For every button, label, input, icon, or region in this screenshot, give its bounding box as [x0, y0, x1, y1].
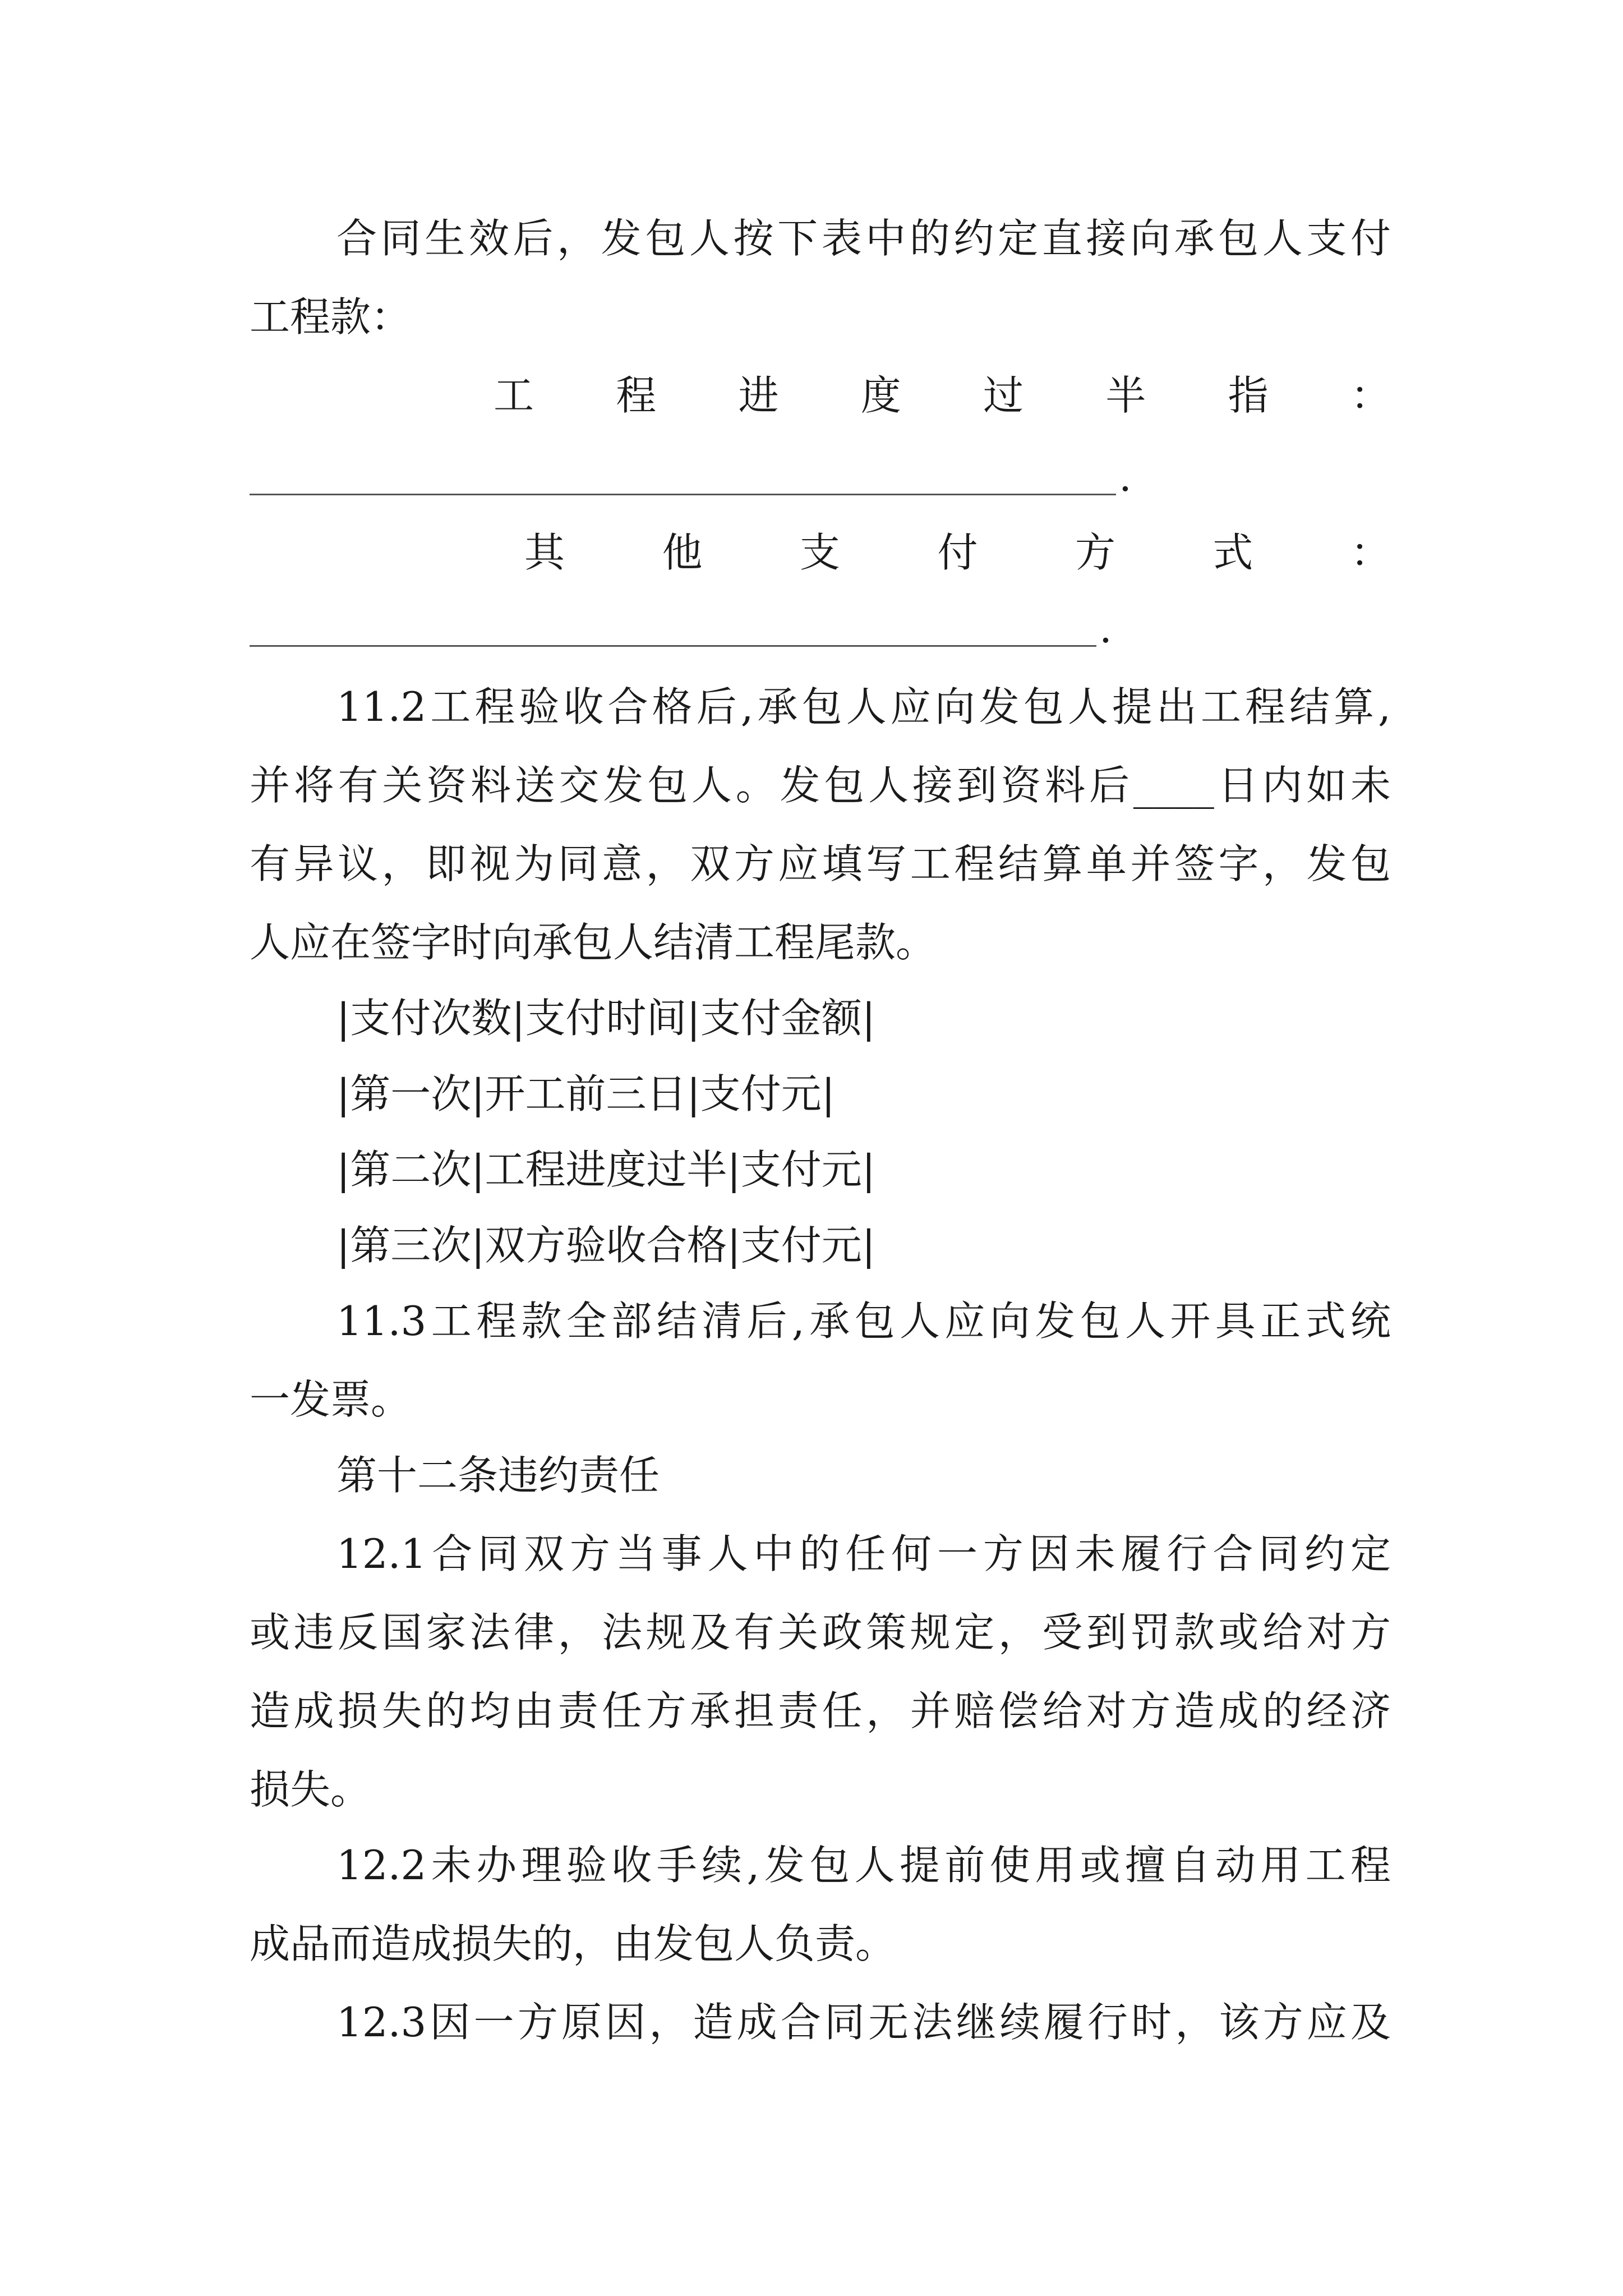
line-end-period: . — [1119, 453, 1132, 500]
paragraph-line: 人应在签字时向承包人结清工程尾款。 — [250, 919, 937, 966]
paragraph-line: 工程款： — [250, 293, 412, 341]
paragraph-line: 11.2工程验收合格后,承包人应向发包人提出工程结算, — [336, 683, 1391, 730]
paragraph-line: 合同生效后，发包人按下表中的约定直接向承包人支付 — [336, 215, 1391, 262]
paragraph-line: 12.2未办理验收手续,发包人提前使用或擅自动用工程 — [336, 1842, 1391, 1889]
paragraph-line: 造成损失的均由责任方承担责任，并赔偿给对方造成的经济 — [250, 1687, 1391, 1734]
blank-underline — [250, 645, 1096, 647]
table-row: |第三次|双方验收合格|支付元| — [336, 1222, 876, 1269]
paragraph-line: 12.3因一方原因，造成合同无法继续履行时，该方应及 — [336, 1999, 1391, 2046]
paragraph-line: 或违反国家法律，法规及有关政策规定，受到罚款或给对方 — [250, 1609, 1391, 1656]
paragraph-line: 12.1合同双方当事人中的任何一方因未履行合同约定 — [336, 1530, 1391, 1577]
paragraph-line: 损失。 — [250, 1766, 371, 1813]
table-row: |第二次|工程进度过半|支付元| — [336, 1146, 876, 1193]
table-row: |支付次数|支付时间|支付金额| — [336, 995, 876, 1042]
paragraph-line: 有异议，即视为同意，双方应填写工程结算单并签字，发包 — [250, 840, 1391, 887]
blank-underline — [250, 494, 1116, 495]
paragraph-line: 成品而造成损失的，由发包人负责。 — [250, 1920, 896, 1967]
line-end-period: . — [1099, 605, 1112, 652]
paragraph-line: 一发票。 — [250, 1376, 412, 1423]
paragraph-line: 11.3工程款全部结清后,承包人应向发包人开具正式统 — [336, 1297, 1391, 1345]
table-row: |第一次|开工前三日|支付元| — [336, 1070, 836, 1117]
field-label-progress: 工 程 进 度 过 半 指 ： — [494, 372, 1391, 419]
field-label-other-payment: 其 他 支 付 方 式 ： — [524, 529, 1391, 576]
paragraph-line: 并将有关资料送交发包人。发包人接到资料后____日内如未 — [250, 762, 1391, 809]
section-heading: 第十二条违约责任 — [336, 1452, 660, 1499]
